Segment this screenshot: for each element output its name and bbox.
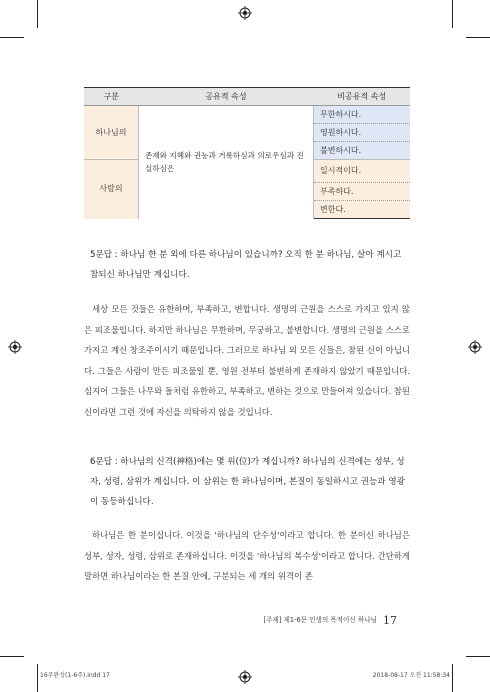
table-cell: 부족하다. [314,183,411,201]
table-cell: 영원하시다. [314,124,411,142]
table-cell: 변한다. [314,201,411,219]
table-header: 구분 [84,88,139,106]
crop-mark [452,0,453,28]
registration-mark-icon [468,340,482,354]
table-header: 비공유적 속성 [314,88,411,106]
registration-mark-icon [238,670,252,684]
crop-mark [452,664,453,692]
registration-mark-icon [238,6,252,20]
table-cell: 무한하시다. [314,106,411,124]
table-row [84,106,410,124]
crop-mark [37,664,38,692]
body-paragraph: 세상 모든 것들은 유한하며, 부족하고, 변합니다. 생명의 근원을 스스로 가지고 있지 않은 피조물입니다. 하지만 하나님은 무한하며, 무궁하고, 불변합니다. 생명의 근원을 스스로 가지고 계신 창조주이시기 때문입니다. 그러므로 하나님 외 모든 신들은, 참된 신이 아닙니다. 그들은 사람이 만든 피조물일 뿐, 영원 전부터 불변하게 존재하지 않았기 때문입니다. 심지어 그들은 나무와 돌처럼 유한하고, 부족하고, 변하는 것으로 만들어져 있습니다. 참된 신이라면 그런 것에 자신을 의탁하지 않을 것입니다. [84,304,410,417]
row-label: 사람의 [84,160,139,219]
crop-mark [0,37,24,38]
slug-file: 16주완성(1-6주).indd 17 [40,672,110,679]
row-label: 하나님의 [84,106,139,160]
crop-mark [0,656,24,657]
question-6-text: 6문답 : 하나님의 신격(神格)에는 몇 위(位)가 계십니까? 하나님의 신격에는 성부, 성자, 성령, 삼위가 계십니다. 이 삼위는 한 하나님이며, 본질이 동일하시고 권능과 영광이 동등하십니다. [90,457,405,507]
slug-datetime: 2018-08-17 오전 11:58:34 [372,672,450,679]
footer-title: [주제] 제1-6문 인생의 목적이신 하나님 [263,616,377,624]
crop-mark [37,0,38,28]
shared-attributes-cell: 존재와 지혜와 권능과 거룩하심과 의로우심과 진실하심은 [139,106,314,219]
crop-mark [466,37,490,38]
table-header: 공유적 속성 [139,88,314,106]
attributes-table [84,87,410,219]
page-number: 17 [383,614,397,627]
page-footer [264,614,397,627]
table-cell: 일시적이다. [314,160,411,183]
table-cell: 불변하시다. [314,142,411,160]
question-5 [90,245,412,285]
body-paragraph: 하나님은 한 분이십니다. 이것을 '하나님의 단수성'이라고 합니다. 한 분이신 하나님은 성부, 성자, 성령, 삼위로 존재하십니다. 이것을 '하나님의 복수성'이라고 합니다. 간단하게 말하면 하나님이라는 한 본질 안에, 구분되는 세 개의 위격이 존 [84,530,410,582]
crop-mark [466,656,490,657]
question-5-text: 5문답 : 하나님 한 분 외에 다른 하나님이 있습니까? 오직 한 분 하나님, 살아 계시고 참되신 하나님만 계십니다. [90,250,402,280]
question-6 [90,452,412,512]
registration-mark-icon [8,340,22,354]
table-header-row [84,88,410,106]
